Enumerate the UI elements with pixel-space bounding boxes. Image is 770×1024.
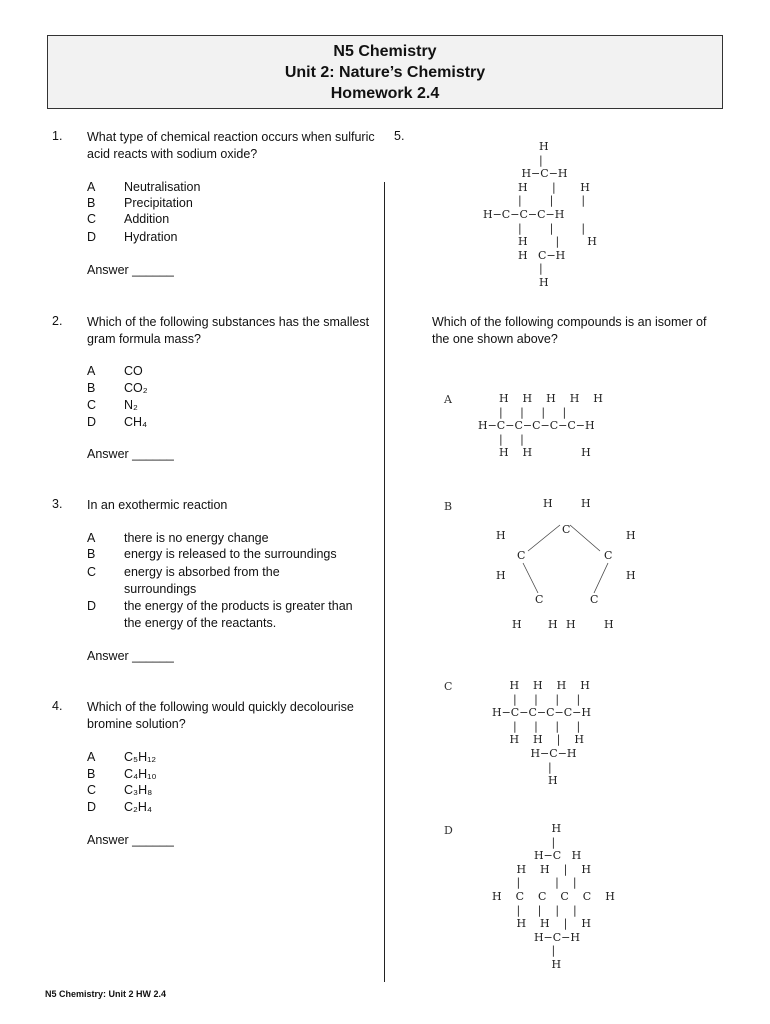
svg-text:C: C [517,549,526,562]
question-4-number: 4. [52,699,63,713]
question-5-option-a-structure: H H H H H | | | | H−C−C−C−C−C−H | | H H H [478,392,603,460]
question-2-option-b[interactable]: B CO₂ [87,381,148,395]
question-5-number: 5. [394,129,405,143]
svg-text:H: H [626,529,636,542]
question-3-answer[interactable]: Answer ______ [87,649,174,663]
question-4-option-b[interactable]: B C₄H₁₀ [87,767,157,781]
question-1-option-c[interactable]: C Addition [87,212,170,226]
svg-text:H: H [496,569,506,582]
question-3-option-d[interactable]: D the energy of the products is greater than the energy of the reactants. [87,599,353,630]
svg-text:H: H [626,569,636,582]
question-5-option-c-structure: H H H H | | | | H−C−C−C−C−H | | | | H H | H H−C−H | H [492,679,591,788]
question-5-option-b-letter[interactable]: B [444,500,453,513]
title-line-3: Homework 2.4 [330,85,440,102]
question-2-option-a[interactable]: A CO [87,364,143,378]
svg-text:H: H [566,618,576,631]
question-3-text: In an exothermic reaction [87,498,228,512]
question-4-option-c[interactable]: C C₃H₈ [87,783,153,797]
question-3-option-c[interactable]: C energy is absorbed from the surroundings [87,565,280,596]
question-5-structure-diagram: H | H−C−H H | H | | | H−C−C−C−H | | | H | H H C−H | H [483,140,597,289]
svg-text:H: H [512,618,522,631]
question-2-option-d[interactable]: D CH₄ [87,415,148,429]
question-1-number: 1. [52,129,63,143]
question-1-option-d[interactable]: D Hydration [87,230,178,244]
question-3-number: 3. [52,497,63,511]
question-5-option-d-letter[interactable]: D [444,824,453,837]
question-2-option-c[interactable]: C N₂ [87,398,138,412]
svg-text:C: C [562,523,571,536]
question-5-option-c-letter[interactable]: C [444,680,453,693]
page-footer: N5 Chemistry: Unit 2 HW 2.4 [45,989,167,999]
question-1-option-b[interactable]: B Precipitation [87,196,193,210]
column-divider [384,182,385,982]
question-4-text: Which of the following would quickly decolourise bromine solution? [87,700,354,731]
svg-text:C: C [590,593,599,606]
question-2-answer[interactable]: Answer ______ [87,447,174,461]
question-5-option-d-structure: H | H−C H H H | H | | | H C C C C H | | | | H H | H H−C−H | H [492,822,615,971]
question-5-option-a-letter[interactable]: A [444,393,452,406]
question-4-option-a[interactable]: A C₅H₁₂ [87,750,157,764]
question-1-text: What type of chemical reaction occurs when sulfuric acid reacts with sodium oxide? [87,130,375,161]
question-2-number: 2. [52,314,63,328]
svg-text:H: H [496,529,506,542]
svg-text:H: H [543,497,553,510]
svg-text:C: C [604,549,613,562]
question-4-answer[interactable]: Answer ______ [87,833,174,847]
title-line-2: Unit 2: Nature’s Chemistry [284,64,486,81]
question-2-text: Which of the following substances has the smallest gram formula mass? [87,315,370,346]
question-1-option-a[interactable]: A Neutralisation [87,180,201,194]
question-5-text: Which of the following compounds is an isomer of the one shown above? [432,315,707,346]
svg-text:H: H [548,618,558,631]
question-5-option-b-ring [480,495,660,635]
question-3-option-a[interactable]: A there is no energy change [87,531,269,545]
title-box [47,35,723,109]
svg-text:H: H [581,497,591,510]
title-line-1: N5 Chemistry [333,43,437,60]
svg-text:C: C [535,593,544,606]
question-4-option-d[interactable]: D C₂H₄ [87,800,153,814]
question-3-option-b[interactable]: B energy is released to the surroundings [87,547,337,561]
svg-text:H: H [604,618,614,631]
question-1-answer[interactable]: Answer ______ [87,263,174,277]
